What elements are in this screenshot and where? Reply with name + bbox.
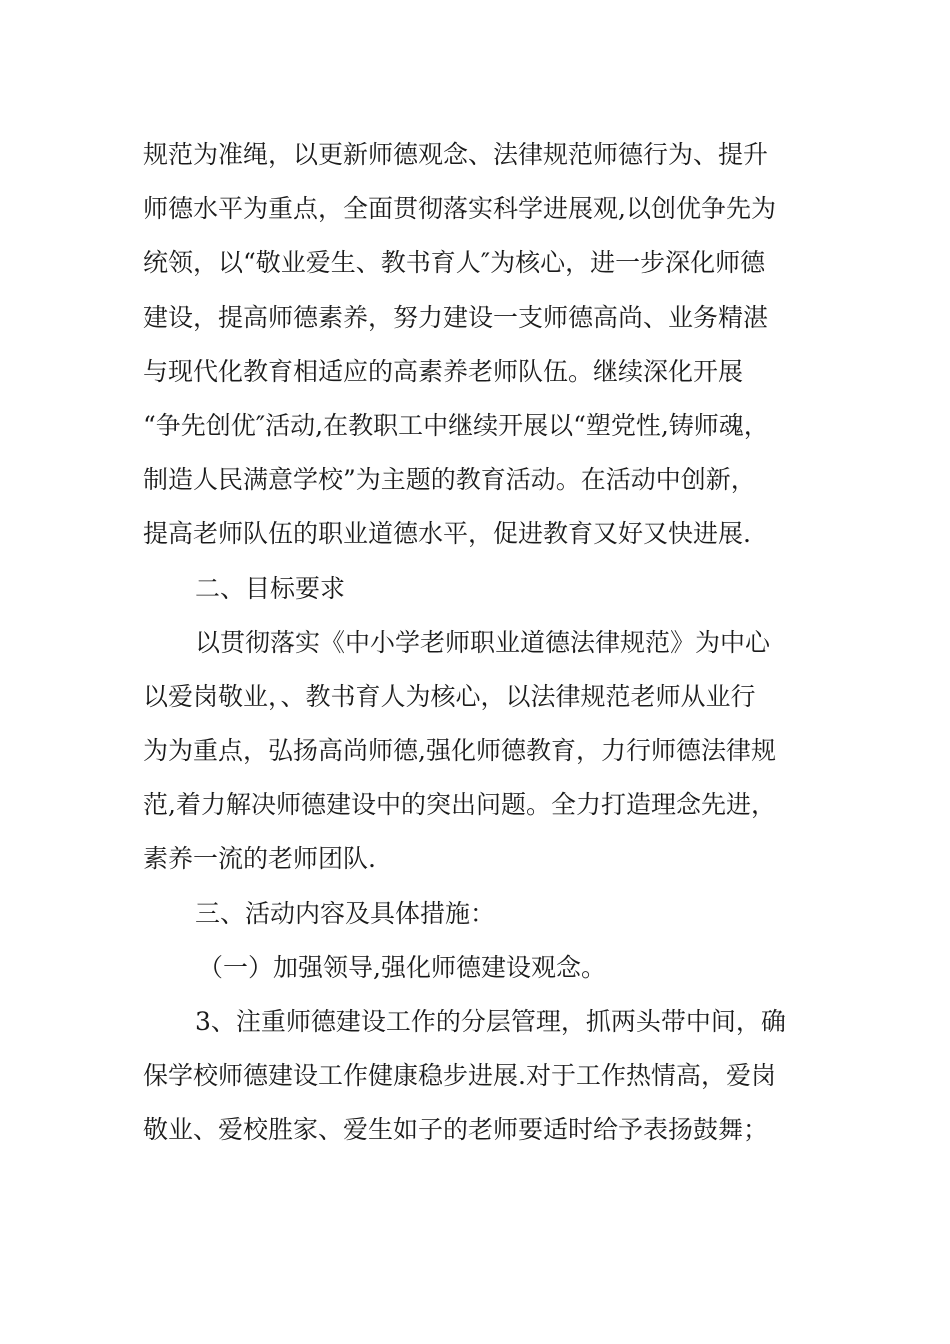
text-line: 保学校师德建设工作健康稳步进展.对于工作热情高，爱岗	[143, 1061, 776, 1091]
text-line: 3、注重师德建设工作的分层管理，抓两头带中间，确	[195, 1007, 786, 1036]
text-line: 与现代化教育相适应的高素养老师队伍。继续深化开展	[143, 356, 744, 386]
section-heading-activities: 三、活动内容及具体措施：	[195, 898, 496, 928]
text-line: 规范为准绳，以更新师德观念、法律规范师德行为、提升	[143, 140, 769, 169]
subsection-heading: （一）加强领导,强化师德建设观念。	[198, 952, 606, 982]
text-line: 制造人民满意学校”为主题的教育活动。在活动中创新，	[143, 465, 756, 495]
document-body	[143, 128, 843, 1158]
text-line: 提高老师队伍的职业道德水平，促进教育又好又快进展.	[143, 519, 751, 549]
section-heading-goals: 二、目标要求	[195, 573, 346, 603]
text-line: “争先创优″活动,在教职工中继续开展以“塑党性,铸师魂，	[143, 410, 769, 440]
text-line: 统领，以“敬业爱生、教书育人″为核心，进一步深化师德	[143, 248, 766, 278]
text-line: 以贯彻落实《中小学老师职业道德法律规范》为中心	[195, 627, 771, 657]
text-line: 为为重点，弘扬高尚师德,强化师德教育，力行师德法律规	[143, 736, 776, 766]
text-line: 师德水平为重点，全面贯彻落实科学进展观,以创优争先为	[143, 194, 776, 224]
text-line: 素养一流的老师团队.	[143, 844, 376, 874]
text-line: 范,着力解决师德建设中的突出问题。全力打造理念先进，	[143, 790, 776, 820]
text-line: 敬业、爱校胜家、爱生如子的老师要适时给予表扬鼓舞；	[143, 1115, 769, 1145]
text-line: 建设，提高师德素养，努力建设一支师德高尚、业务精湛	[143, 302, 769, 332]
text-line: 以爱岗敬业，、教书育人为核心，以法律规范老师从业行	[143, 681, 756, 711]
